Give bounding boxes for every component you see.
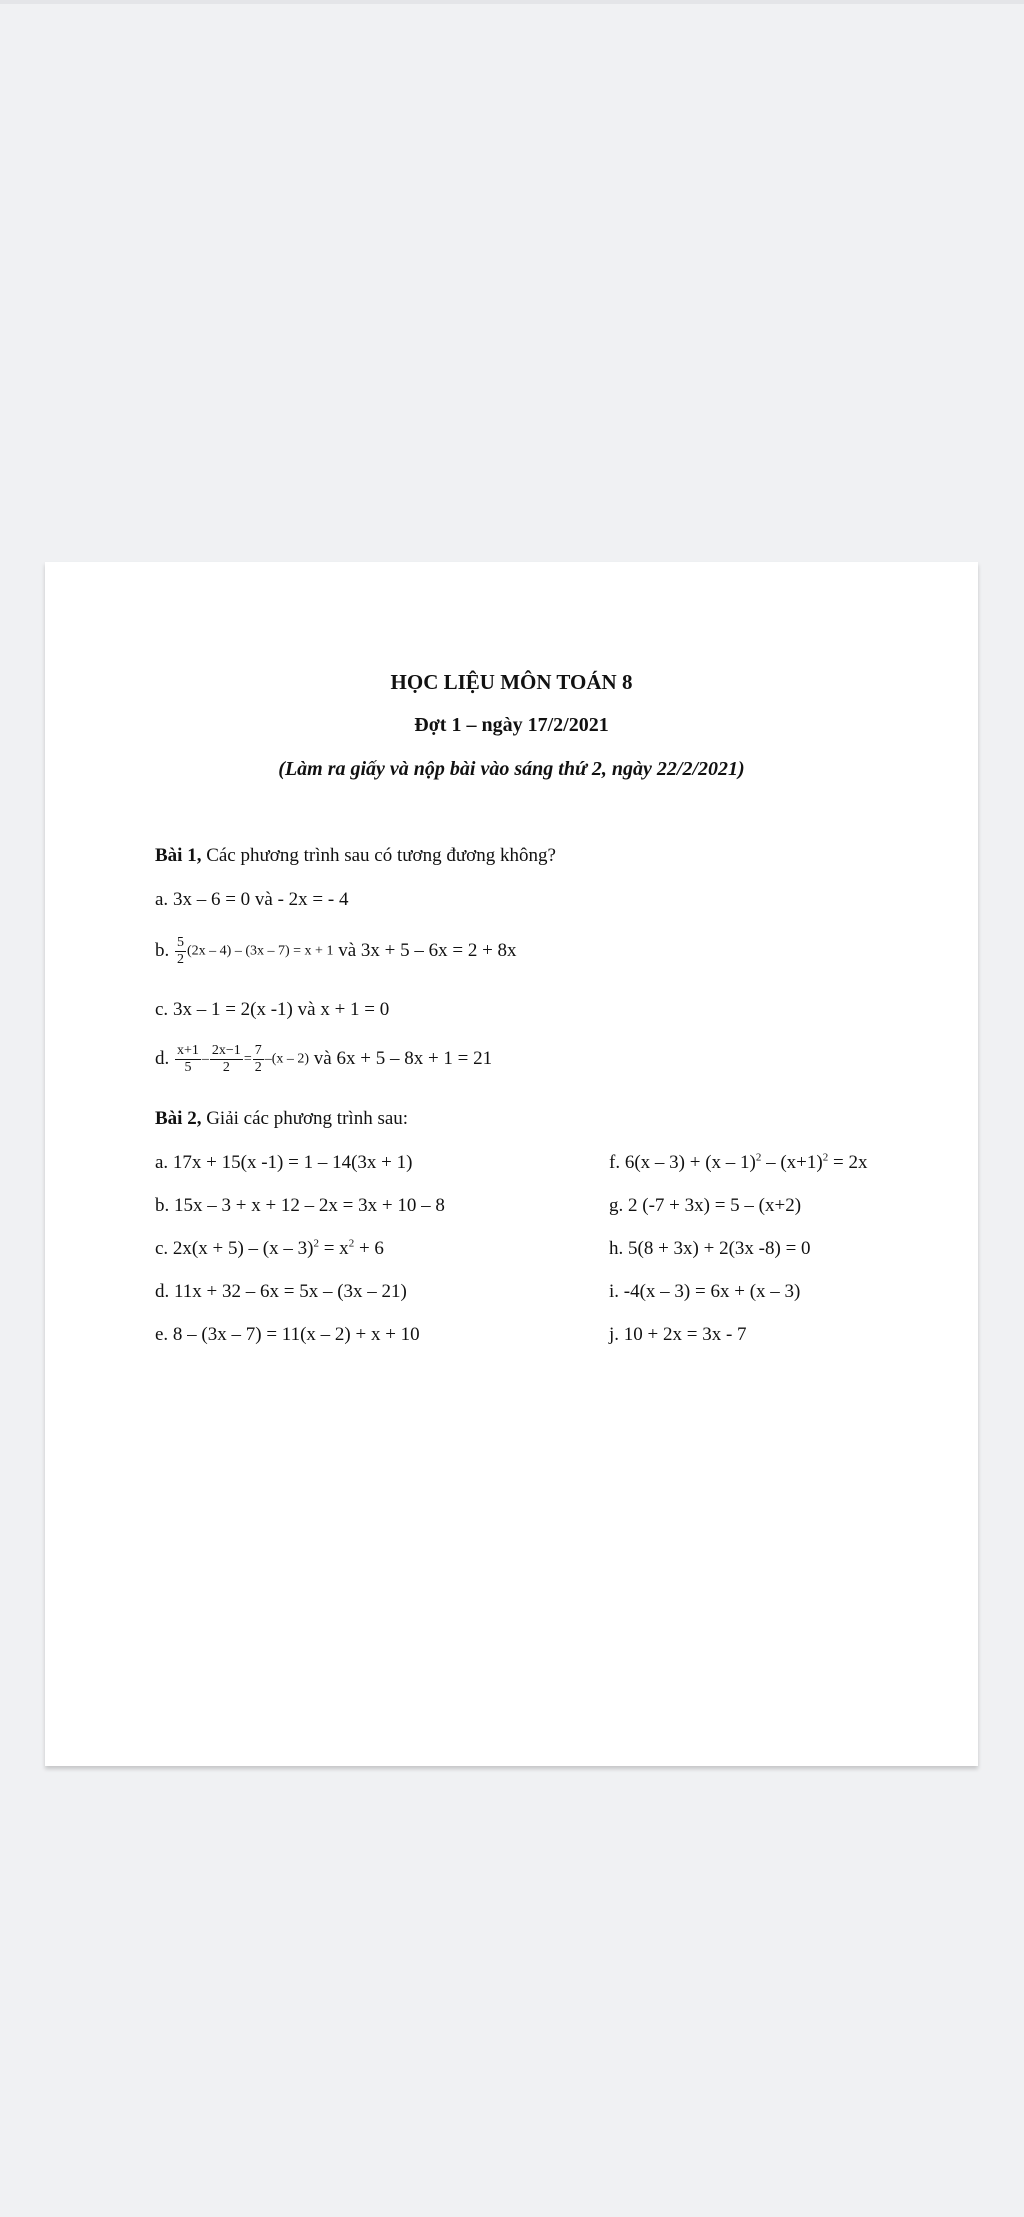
bai2-c-sup: 2 [313,1237,319,1250]
bai1-heading-text: Các phương trình sau có tương đương không? [201,845,556,866]
document-title: HỌC LIỆU MÔN TOÁN 8 [390,670,633,694]
bai2-f-sup: 2 [755,1151,762,1164]
top-edge [0,0,1024,4]
bai2-c-mid: = x [318,1238,349,1259]
bai1-d-fraction-2 [210,1043,243,1076]
bai1-a-label: a. [155,889,169,910]
bai1-b-frac-num: 5 [177,935,184,951]
bai2-item-i: i. -4(x – 3) = 6x + (x – 3) [609,1281,801,1302]
bai2-item-a: a. 17x + 15(x -1) = 1 – 14(3x + 1) [155,1152,413,1173]
bai1-b-rest: và 3x + 5 – 6x = 2 + 8x [333,940,517,961]
bai1-d-label: d. [155,1048,170,1069]
bai1-item-c [155,999,389,1021]
bai1-d-f2-num: 2x−1 [211,1043,241,1059]
bai2-f-pre: f. 6(x – 3) + (x – 1) [609,1152,756,1173]
document-subtitle: Đợt 1 – ngày 17/2/2021 [414,714,609,736]
bai1-d-f3-den: 2 [254,1060,262,1076]
bai2-f-mid: – (x+1) [761,1152,823,1173]
bai1-d-fraction-1 [175,1043,201,1076]
bai2-item-c [155,1238,384,1260]
document-page [45,562,978,1766]
bai1-item-b [155,932,517,971]
bai2-c-post: + 6 [354,1238,384,1259]
bai1-heading [155,845,556,867]
bai2-item-f [609,1152,867,1174]
bai1-c-label: c. [155,999,169,1020]
bai2-heading-label: Bài 2, [155,1108,202,1129]
bai2-c-sup2: 2 [348,1237,355,1250]
bai1-d-tail: –(x – 2) [264,1051,310,1067]
bai1-d-op1: – [201,1051,209,1067]
bai1-d-f2-den: 2 [222,1060,230,1076]
bai1-b-fraction [175,935,186,968]
bai2-f-sup2: 2 [822,1151,829,1164]
bai2-f-post: = 2x [828,1152,868,1173]
bai2-item-e: e. 8 – (3x – 7) = 11(x – 2) + x + 10 [155,1324,420,1345]
bai1-item-d [155,1040,492,1079]
bai2-item-j: j. 10 + 2x = 3x - 7 [609,1324,747,1345]
bai2-item-h: h. 5(8 + 3x) + 2(3x -8) = 0 [609,1238,811,1259]
document-note: (Làm ra giấy và nộp bài vào sáng thứ 2, ngày 22/2/2021) [278,758,745,780]
bai2-item-b: b. 15x – 3 + x + 12 – 2x = 3x + 10 – 8 [155,1195,445,1216]
bai2-heading-text: Giải các phương trình sau: [201,1108,409,1129]
bai2-item-d: d. 11x + 32 – 6x = 5x – (3x – 21) [155,1281,407,1302]
bai1-d-rest: và 6x + 5 – 8x + 1 = 21 [309,1048,493,1069]
bai1-d-op2: = [243,1051,252,1067]
bai1-d-f3-num: 7 [254,1043,262,1059]
bai1-a-text: 3x – 6 = 0 và - 2x = - 4 [168,889,349,910]
bai1-b-expr: (2x – 4) – (3x – 7) = x + 1 [187,943,334,959]
bai1-b-label: b. [155,940,170,961]
bai1-b-frac-den: 2 [177,952,184,968]
bai1-item-a [155,889,348,911]
bai2-heading [155,1108,408,1130]
bai1-d-f1-den: 5 [184,1060,192,1076]
bai1-heading-label: Bài 1, [155,845,202,866]
bai1-c-text: 3x – 1 = 2(x -1) và x + 1 = 0 [168,999,390,1020]
bai2-item-g: g. 2 (-7 + 3x) = 5 – (x+2) [609,1195,802,1216]
bai2-c-pre: c. 2x(x + 5) – (x – 3) [155,1238,314,1259]
bai1-d-f1-num: x+1 [177,1043,199,1059]
bai1-d-fraction-3 [253,1043,264,1076]
